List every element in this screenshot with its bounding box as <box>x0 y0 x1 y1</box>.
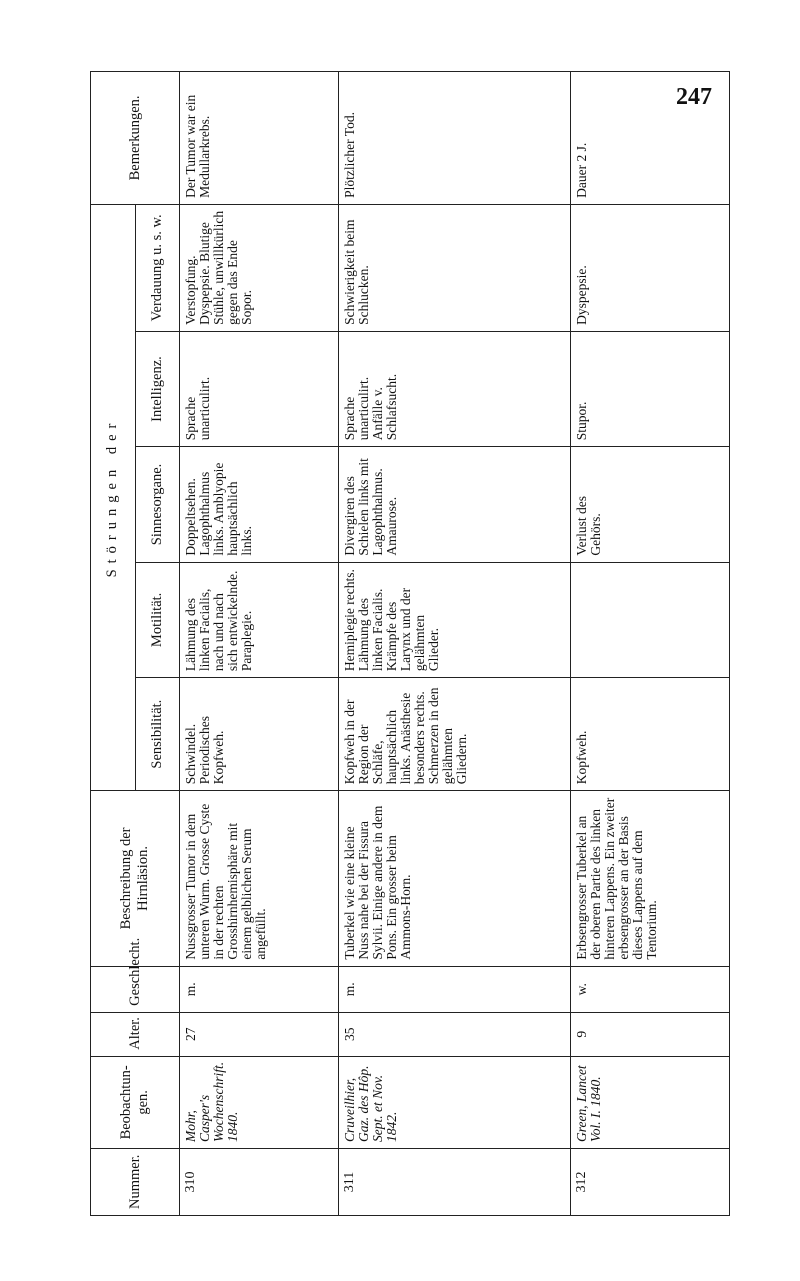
page-number: 247 <box>676 84 712 110</box>
case-table <box>90 71 730 1216</box>
table-row <box>339 72 570 1216</box>
cell-alter: 27 <box>180 1012 339 1056</box>
header-sinnesorgane: Sinnesorgane. <box>135 447 180 562</box>
header-verdauung: Verdauung u. s. w. <box>135 204 180 331</box>
cell-nummer: 311 <box>339 1149 570 1216</box>
header-intelligenz: Intelligenz. <box>135 331 180 446</box>
header-stoerungen: Störungen der <box>91 204 136 790</box>
cell-bemerkungen: Dauer 2 J. <box>570 72 729 205</box>
cell-alter: 9 <box>570 1012 729 1056</box>
cell-motilitaet: Hemiplegie rechts. Lähmung des linken Facialis. Krämpfe des Larynx und der gelähmten Glieder. <box>339 562 570 677</box>
cell-verdauung: Verstopfung. Dyspepsie. Blutige Stühle, unwillkürlich gegen das Ende Sopor. <box>180 204 339 331</box>
cell-sinnesorgane: Verlust des Gehörs. <box>570 447 729 562</box>
cell-beschreibung: Nussgrosser Tumor in dem unteren Wurm. Grosse Cyste in der rechten Grosshirnhemisphäre mit einem gelblichen Serum angefüllt. <box>180 791 339 966</box>
cell-geschlecht: w. <box>570 966 729 1012</box>
header-sensibilitaet: Sensibilität. <box>135 678 180 791</box>
cell-beobachtung: Cruveilhier, Gaz. des Hôp. Sept. et Nov. 1842. <box>339 1056 570 1148</box>
cell-sinnesorgane: Divergiren des Schielen links mit Lagophthalmus. Amaurose. <box>339 447 570 562</box>
cell-nummer: 310 <box>180 1149 339 1216</box>
cell-alter: 35 <box>339 1012 570 1056</box>
cell-bemerkungen: Der Tumor war ein Medullarkrebs. <box>180 72 339 205</box>
header-alter: Alter. <box>91 1012 180 1056</box>
cell-sensibilitaet: Kopfweh in der Region der Schläfe, hauptsächlich links. Anästhesie besonders rechts. Schmerzen in den gelähmten Gliedern. <box>339 678 570 791</box>
cell-verdauung: Schwierigkeit beim Schlucken. <box>339 204 570 331</box>
cell-intelligenz: Sprache unarticulirt. <box>180 331 339 446</box>
cell-motilitaet: Lähmung des linken Facialis, nach und nach sich entwickelnde. Paraplegie. <box>180 562 339 677</box>
header-nummer: Nummer. <box>91 1149 180 1216</box>
cell-sinnesorgane: Doppeltsehen. Lagophthalmus links. Amblyopie hauptsächlich links. <box>180 447 339 562</box>
cell-bemerkungen: Plötzlicher Tod. <box>339 72 570 205</box>
cell-motilitaet <box>570 562 729 677</box>
cell-sensibilitaet: Kopfweh. <box>570 678 729 791</box>
cell-geschlecht: m. <box>180 966 339 1012</box>
header-motilitaet: Motilität. <box>135 562 180 677</box>
cell-intelligenz: Sprache unarticulirt. Anfälle v. Schlafsucht. <box>339 331 570 446</box>
cell-intelligenz: Stupor. <box>570 331 729 446</box>
cell-nummer: 312 <box>570 1149 729 1216</box>
cell-beschreibung: Tuberkel wie eine kleine Nuss nahe bei der Fissura Sylvii. Einige andere in dem Pons. Ein grosser beim Ammons-Horn. <box>339 791 570 966</box>
cell-beobachtung: Green, Lancet Vol. I. 1840. <box>570 1056 729 1148</box>
table-row <box>180 72 339 1216</box>
cell-verdauung: Dyspepsie. <box>570 204 729 331</box>
header-bemerkungen: Bemerkungen. <box>91 72 180 205</box>
cell-sensibilitaet: Schwindel. Periodisches Kopfweh. <box>180 678 339 791</box>
header-row-top <box>91 72 136 1216</box>
table-row <box>570 72 729 1216</box>
cell-geschlecht: m. <box>339 966 570 1012</box>
cell-beobachtung: Mohr, Casper's Wochenschrift. 1840. <box>180 1056 339 1148</box>
header-geschlecht: Geschlecht. <box>91 966 180 1012</box>
cell-beschreibung: Erbsengrosser Tuberkel an der oberen Partie des linken hinteren Lappens. Ein zweiter erbsengrosser an der Basis dieses Lappens auf dem Tentorium. <box>570 791 729 966</box>
header-beschreibung: Beschreibung der Hirnläsion. <box>91 791 180 966</box>
header-beobachtungen: Beobachtun-gen. <box>91 1056 180 1148</box>
